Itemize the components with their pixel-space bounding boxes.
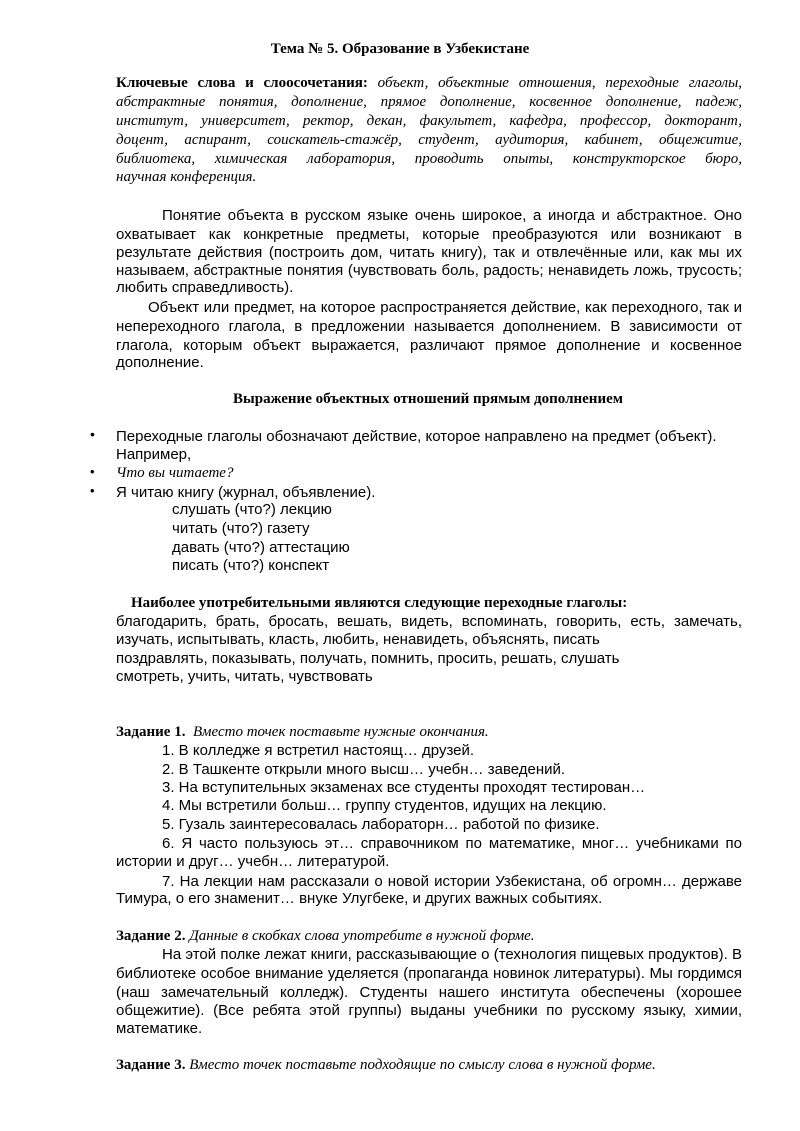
keywords-text: объект, объектные отношения, переходные глаголы, — [377, 75, 743, 91]
task-2-line-1: На этой полке лежат книги, рассказывающие о (технология пищевых продуктов). В — [162, 946, 742, 963]
bullet-item-1-continued: Например, — [116, 446, 192, 463]
verbs-heading: Наиболее употребительными являются следующие переходные глаголы: — [131, 595, 628, 611]
intro-p1-line-2: охватывает как конкретные предметы, которые преобразуются или возникают в — [116, 226, 742, 243]
verbs-line-4: смотреть, учить, читать, чувствовать — [116, 668, 373, 685]
task-2-header — [116, 927, 535, 945]
task-1-item-7-line-1: 7. На лекции нам рассказали о новой истории Узбекистана, об огромн… державе — [162, 873, 742, 890]
task-2-line-5: математике. — [116, 1020, 203, 1037]
bullet-icon: • — [90, 464, 95, 479]
bullet-item-1: Переходные глаголы обозначают действие, которое направлено на предмет (объект). — [116, 428, 717, 445]
keywords-label: Ключевые слова и слоосочетания: — [116, 75, 368, 91]
task-1-item-5: 5. Гузаль заинтересовалась лабораторн… работой по физике. — [162, 816, 600, 833]
bullet-item-2: Что вы читаете? — [116, 465, 234, 481]
bullet-icon: • — [90, 426, 95, 442]
intro-p2-line-3: глагола, которым объект выражается, различают прямое дополнение и косвенное — [116, 337, 742, 354]
task-3-label: Задание 3. — [116, 1057, 186, 1073]
example-4: писать (что?) конспект — [172, 557, 330, 574]
task-2-line-4: общежитие). (Все ребята этой группы) выданы учебники по русскому языку, химии, — [116, 1002, 742, 1019]
intro-p2-line-1: Объект или предмет, на которое распространяется действие, как переходного, так и — [148, 299, 742, 316]
bullet-icon: • — [90, 483, 95, 498]
task-1-instruction: Вместо точек поставьте нужные окончания. — [192, 724, 489, 740]
task-3-header — [116, 1056, 656, 1074]
intro-p1-line-1: Понятие объекта в русском языке очень широкое, а иногда и абстрактное. Оно — [162, 207, 742, 224]
task-1-item-2: 2. В Ташкенте открыли много высш… учебн… заведений. — [162, 761, 566, 778]
task-1-item-3: 3. На вступительных экзаменах все студенты проходят тестирован… — [162, 779, 646, 796]
example-1: слушать (что?) лекцию — [172, 501, 332, 518]
intro-p1-line-3: результате действия (построить дом, читать книгу), так и отвлечённые или, как мы их — [116, 244, 742, 261]
keywords-line-2: абстрактные понятия, дополнение, прямое дополнение, косвенное дополнение, падеж, — [116, 94, 742, 110]
intro-p1-line-4: называем, абстрактные понятия (чувствовать боль, радость; ненавидеть ложь, трусость; — [116, 262, 742, 279]
verbs-line-2: изучать, испытывать, класть, любить, ненавидеть, объяснять, писать — [116, 631, 600, 648]
verbs-line-3: поздравлять, показывать, получать, помнить, просить, решать, слушать — [116, 650, 620, 667]
verbs-line-1: благодарить, брать, бросать, вешать, видеть, вспоминать, говорить, есть, замечать, — [116, 613, 742, 630]
task-1-header — [116, 723, 489, 741]
task-1-item-6-line-1: 6. Я часто пользуюсь эт… справочником по математике, мног… учебниками по — [162, 835, 742, 852]
document-title: Тема № 5. Образование в Узбекистане — [270, 41, 530, 57]
intro-p2-line-4: дополнение. — [116, 354, 204, 371]
keywords-line-5: библиотека, химическая лаборатория, проводить опыты, конструкторское бюро, — [116, 151, 742, 167]
task-2-instruction: Данные в скобках слова употребите в нужной форме. — [189, 928, 535, 944]
task-3-instruction: Вместо точек поставьте подходящие по смыслу слова в нужной форме. — [189, 1057, 656, 1073]
keywords-line-3: институт, университет, ректор, декан, факультет, кафедра, профессор, докторант, — [116, 113, 742, 129]
intro-p1-line-5: любить справедливость). — [116, 279, 294, 296]
task-1-item-1: 1. В колледже я встретил настоящ… друзей. — [162, 742, 475, 759]
task-2-line-3: (наш замечательный колледж). Студенты нашего института обеспечены (хорошее — [116, 984, 742, 1001]
task-1-label: Задание 1. — [116, 724, 186, 740]
task-1-item-4: 4. Мы встретили больш… группу студентов, идущих на лекцию. — [162, 797, 607, 814]
keywords-line-4: доцент, аспирант, соискатель-стажёр, студент, аудитория, кабинет, общежитие, — [116, 132, 742, 148]
example-2: читать (что?) газету — [172, 520, 310, 537]
task-1-item-7-line-2: Тимура, о его знаменит… внуке Улугбеке, и других важных событиях. — [116, 890, 603, 907]
section-heading: Выражение объектных отношений прямым дополнением — [233, 391, 623, 407]
task-1-item-6-line-2: истории и друг… учебн… литературой. — [116, 853, 390, 870]
keywords-line-6: научная конференция. — [116, 169, 257, 185]
intro-p2-line-2: непереходного глагола, в предложении называется дополнением. В зависимости от — [116, 318, 742, 335]
task-2-line-2: библиотеке особое внимание уделяется (пропаганда новинок литературы). Мы гордимся — [116, 965, 742, 982]
bullet-item-3: Я читаю книгу (журнал, объявление). — [116, 484, 376, 501]
example-3: давать (что?) аттестацию — [172, 539, 350, 556]
task-2-label: Задание 2. — [116, 928, 186, 944]
keywords-line-1 — [116, 74, 742, 93]
